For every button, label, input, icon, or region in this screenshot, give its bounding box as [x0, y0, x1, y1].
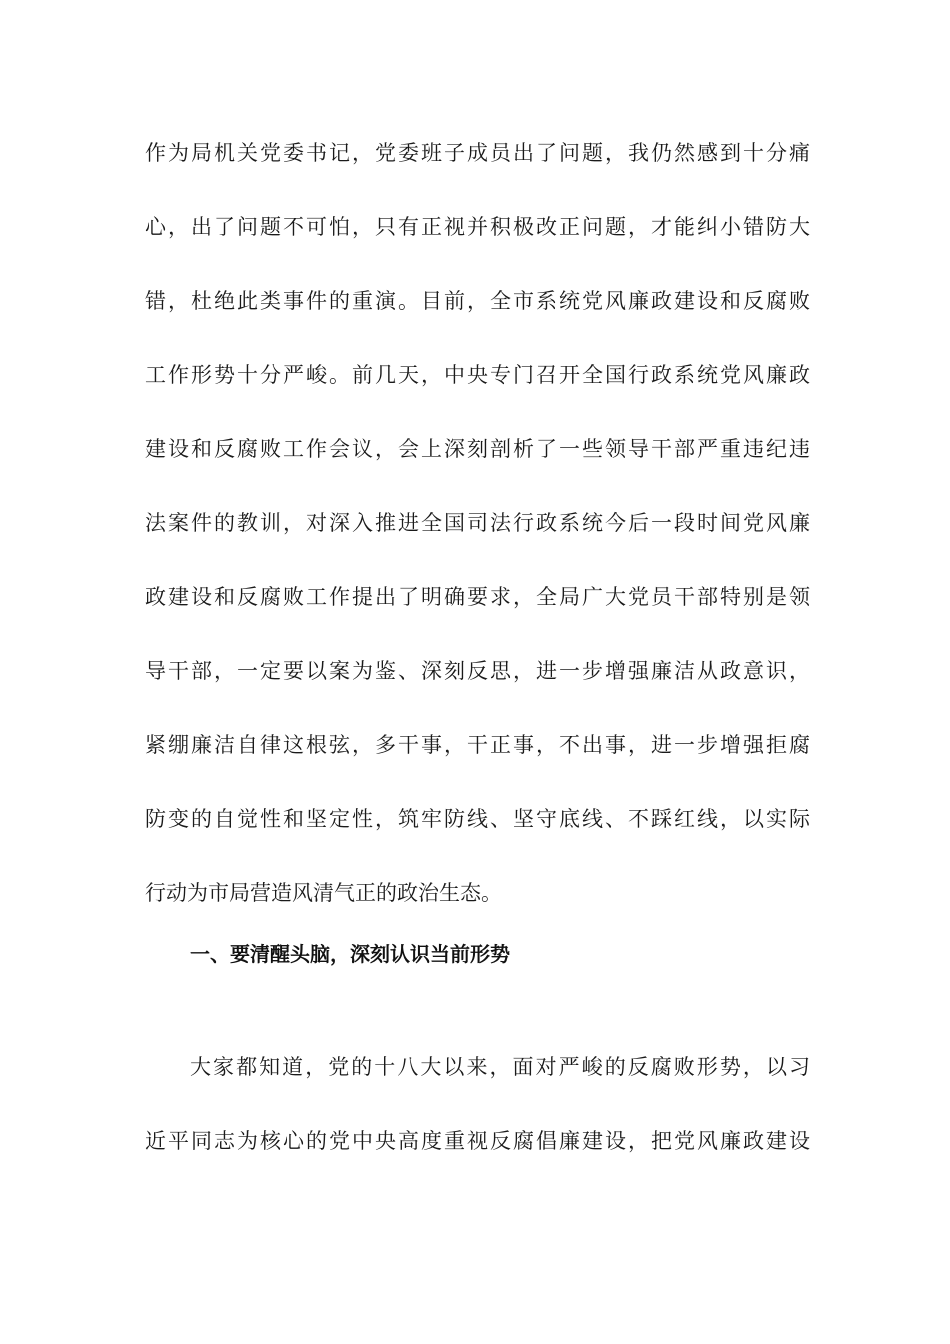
paragraph-line: 近平同志为核心的党中央高度重视反腐倡廉建设，把党风廉政建设	[145, 1129, 810, 1153]
section-heading: 一、要清醒头脑，深刻认识当前形势	[190, 942, 510, 966]
paragraph-line: 导干部，一定要以案为鉴、深刻反思，进一步增强廉洁从政意识，	[145, 659, 810, 683]
paragraph-line: 法案件的教训，对深入推进全国司法行政系统今后一段时间党风廉	[145, 511, 810, 535]
paragraph-line: 行动为市局营造风清气正的政治生态。	[145, 881, 502, 905]
paragraph-line: 错，杜绝此类事件的重演。目前，全市系统党风廉政建设和反腐败	[145, 289, 810, 313]
paragraph-line: 紧绷廉洁自律这根弦，多干事，干正事，不出事，进一步增强拒腐	[145, 733, 810, 757]
paragraph-line: 防变的自觉性和坚定性，筑牢防线、坚守底线、不踩红线，以实际	[145, 807, 810, 831]
paragraph-line: 心，出了问题不可怕，只有正视并积极改正问题，才能纠小错防大	[145, 215, 810, 239]
paragraph-line: 作为局机关党委书记，党委班子成员出了问题，我仍然感到十分痛	[145, 141, 810, 165]
paragraph-line: 工作形势十分严峻。前几天，中央专门召开全国行政系统党风廉政	[145, 363, 810, 387]
paragraph-line: 政建设和反腐败工作提出了明确要求，全局广大党员干部特别是领	[145, 585, 810, 609]
paragraph-line: 建设和反腐败工作会议，会上深刻剖析了一些领导干部严重违纪违	[145, 437, 810, 461]
paragraph-line: 大家都知道，党的十八大以来，面对严峻的反腐败形势，以习	[190, 1055, 810, 1079]
